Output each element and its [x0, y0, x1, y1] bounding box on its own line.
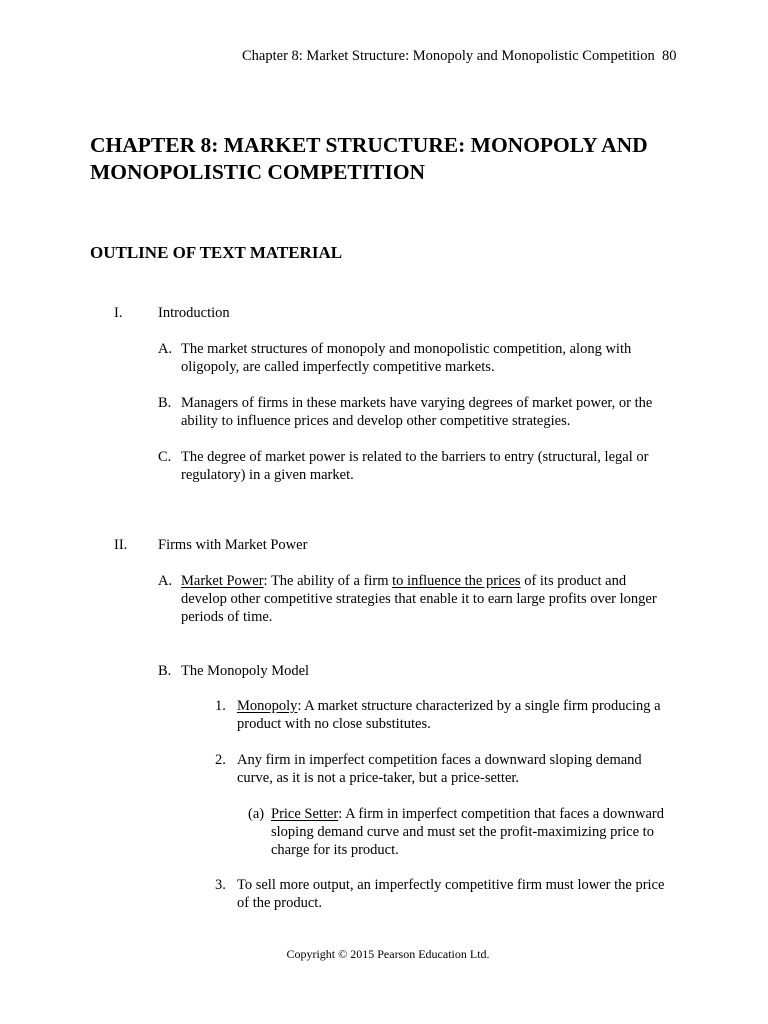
- sub-item-3-line-1: To sell more output, an imperfectly competitive firm must lower the price: [237, 877, 665, 893]
- section-2-title: Firms with Market Power: [158, 537, 308, 553]
- chapter-title-line-2: MONOPOLISTIC COMPETITION: [90, 160, 426, 184]
- section-1-item-b-marker: B.: [158, 395, 172, 411]
- section-1-item-a-line-2: oligopoly, are called imperfectly competitive markets.: [181, 359, 495, 375]
- term-monopoly: Monopoly: [237, 698, 298, 714]
- section-2-item-a-line-1: [181, 572, 626, 590]
- sub-item-2a-marker: (a): [248, 806, 265, 822]
- market-power-definition-start: : The ability of a firm: [263, 573, 393, 589]
- sub-item-1-line-2: product with no close substitutes.: [237, 716, 431, 732]
- section-2-item-a-marker: A.: [158, 573, 173, 589]
- section-2-marker: II.: [114, 537, 128, 553]
- running-header: [242, 47, 677, 65]
- sub-item-3-line-2: of the product.: [237, 895, 322, 911]
- monopoly-definition: : A market structure characterized by a single firm producing a: [297, 698, 661, 714]
- chapter-title-line-1: CHAPTER 8: MARKET STRUCTURE: MONOPOLY AND: [90, 133, 648, 157]
- running-title: Chapter 8: Market Structure: Monopoly and Monopolistic Competition: [242, 48, 655, 64]
- sub-item-2-marker: 2.: [215, 752, 226, 768]
- section-1-item-a-marker: A.: [158, 341, 173, 357]
- sub-item-2a-line-3: charge for its product.: [271, 842, 399, 858]
- section-1-marker: I.: [114, 305, 123, 321]
- outline-heading: OUTLINE OF TEXT MATERIAL: [90, 243, 343, 262]
- sub-item-1-marker: 1.: [215, 698, 226, 714]
- term-price-setter: Price Setter: [271, 806, 339, 822]
- copyright-footer: Copyright © 2015 Pearson Education Ltd.: [286, 947, 490, 961]
- section-1-item-c-line-1: The degree of market power is related to the barriers to entry (structural, legal or: [181, 449, 649, 465]
- sub-item-3-marker: 3.: [215, 877, 226, 893]
- sub-item-2a-line-1: [271, 805, 664, 823]
- section-1-item-c-marker: C.: [158, 449, 172, 465]
- sub-item-2a-line-2: sloping demand curve and must set the profit-maximizing price to: [271, 824, 654, 840]
- section-1-item-b-line-2: ability to influence prices and develop other competitive strategies.: [181, 413, 571, 429]
- sub-item-2-line-2: curve, as it is not a price-taker, but a price-setter.: [237, 770, 520, 786]
- section-1-item-b-line-1: Managers of firms in these markets have varying degrees of market power, or the: [181, 395, 653, 411]
- section-2-item-a-line-2: develop other competitive strategies that enable it to earn large profits over longer: [181, 591, 657, 607]
- sub-item-2-line-1: Any firm in imperfect competition faces a downward sloping demand: [237, 752, 642, 768]
- section-1-item-c-line-2: regulatory) in a given market.: [181, 467, 354, 483]
- page-number: 80: [662, 48, 677, 64]
- price-setter-definition: : A firm in imperfect competition that faces a downward: [338, 806, 664, 822]
- sub-item-1-line-1: [237, 697, 661, 715]
- underlined-phrase: to influence the prices: [392, 573, 521, 589]
- term-market-power: Market Power: [181, 573, 264, 589]
- section-1-title: Introduction: [158, 305, 230, 321]
- section-2-item-a-line-3: periods of time.: [181, 609, 273, 625]
- section-2-item-b-marker: B.: [158, 663, 172, 679]
- section-2-item-b-title: The Monopoly Model: [181, 663, 310, 679]
- market-power-line-1-end: of its product and: [520, 573, 627, 589]
- section-1-item-a-line-1: The market structures of monopoly and monopolistic competition, along with: [181, 341, 632, 357]
